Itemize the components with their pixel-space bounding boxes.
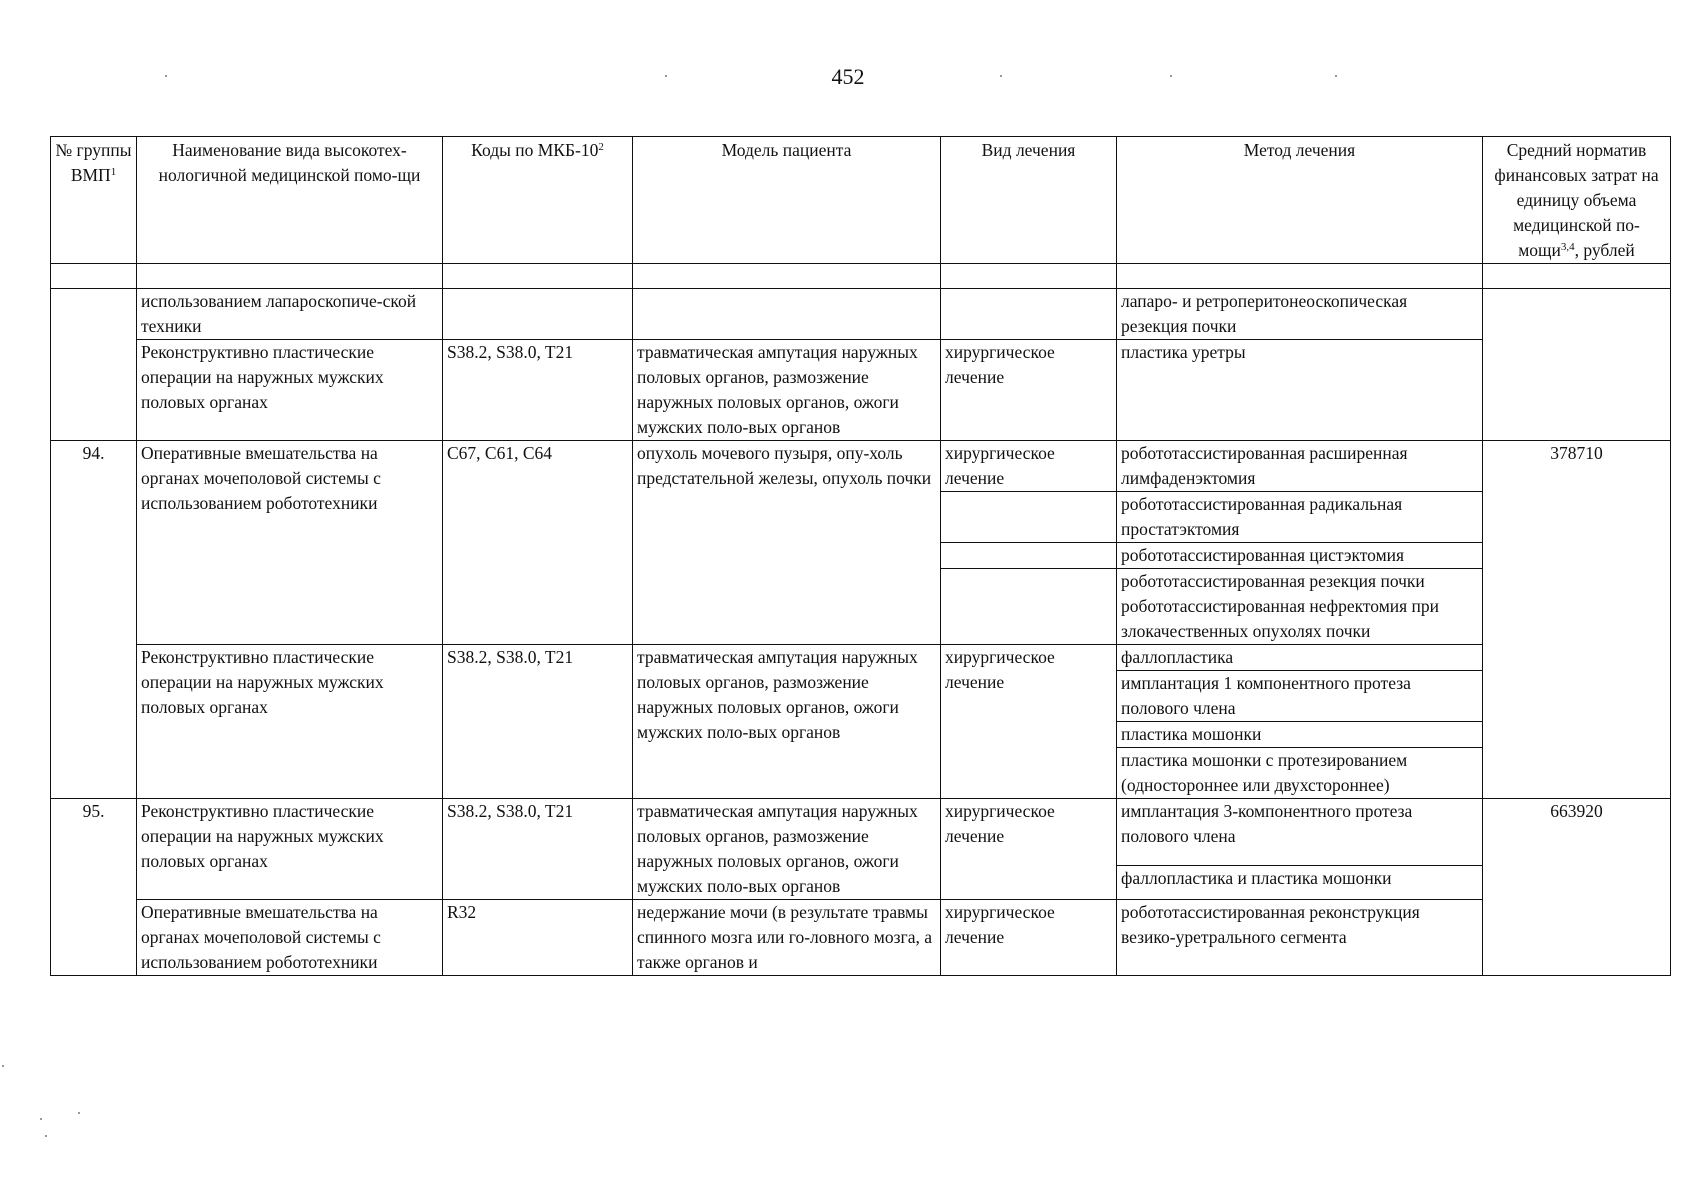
scan-speck [1335,75,1337,77]
table-row [51,441,1671,492]
treatment-cell [941,492,1117,543]
header-method: Метод лечения [1117,137,1483,264]
model-cell [633,289,941,340]
codes-cell: S38.2, S38.0, T21 [443,645,633,799]
header-norm: Средний норматив финансовых затрат на единицу объема медицинской по-мощи$^{3,4}$, рублей [1483,137,1671,264]
group-number-cell: 94. [51,441,137,799]
scan-speck [40,1118,42,1120]
header-codes: Коды по МКБ-$10^2$ [443,137,633,264]
treatment-cell: хирургическое лечение [941,799,1117,900]
method-cell: пластика мошонки с протезированием (одностороннее или двухстороннее) [1117,748,1483,799]
model-cell: травматическая ампутация наружных половых органов, размозжение наружных половых органов, ожоги мужских поло-вых органов [633,645,941,799]
scan-speck [45,1135,47,1137]
page-number: 452 [831,64,865,89]
vmp-name-cell: Реконструктивно пластические операции на наружных мужских половых органах [137,645,443,799]
header-row [51,137,1671,264]
vmp-name-cell: Реконструктивно пластические операции на наружных мужских половых органах [137,340,443,441]
vmp-name-cell: Оперативные вмешательства на органах мочеполовой системы с использованием робототехники [137,441,443,645]
scan-speck [665,75,667,77]
scan-speck [78,1112,80,1114]
treatment-cell: хирургическое лечение [941,900,1117,976]
table-row [51,340,1671,441]
method-cell: фаллопластика и пластика мошонки [1117,865,1483,899]
scan-speck [1170,75,1172,77]
codes-cell [443,289,633,340]
table-row [51,799,1671,866]
header-name: Наименование вида высокотех-нологичной медицинской помо-щи [137,137,443,264]
vmp-name-cell: Реконструктивно пластические операции на наружных мужских половых органах [137,799,443,900]
norm-cell [1483,289,1671,441]
treatment-cell [941,569,1117,645]
vmp-table [50,136,1671,976]
method-cell: робототассистированная резекция почки робототассистированная нефректомия при злокачественных опухолях почки [1117,569,1483,645]
model-cell: травматическая ампутация наружных половых органов, размозжение наружных половых органов, ожоги мужских поло-вых органов [633,799,941,900]
treatment-cell: хирургическое лечение [941,645,1117,799]
codes-cell: R32 [443,900,633,976]
model-cell: опухоль мочевого пузыря, опу-холь предстательной железы, опухоль почки [633,441,941,645]
method-cell: лапаро- и ретроперитонеоскопическая резекция почки [1117,289,1483,340]
method-cell: пластика мошонки [1117,722,1483,748]
method-cell: робототассистированная расширенная лимфаденэктомия [1117,441,1483,492]
method-cell: фаллопластика [1117,645,1483,671]
group-number-cell: 95. [51,799,137,976]
codes-cell: C67, C61, C64 [443,441,633,645]
scan-speck [165,75,167,77]
model-cell: недержание мочи (в результате травмы спинного мозга или го-ловного мозга, а также органов и [633,900,941,976]
treatment-cell: хирургическое лечение [941,441,1117,492]
treatment-cell [941,289,1117,340]
vmp-name-cell: использованием лапароскопиче-ской техники [137,289,443,340]
norm-cell: 378710 [1483,441,1671,799]
codes-cell: S38.2, S38.0, T21 [443,799,633,900]
method-cell: робототассистированная цистэктомия [1117,543,1483,569]
model-cell: травматическая ампутация наружных половых органов, размозжение наружных половых органов, ожоги мужских поло-вых органов [633,340,941,441]
method-cell: робототассистированная радикальная простатэктомия [1117,492,1483,543]
method-cell: имплантация 1 компонентного протеза полового члена [1117,671,1483,722]
scan-speck [1000,75,1002,77]
header-group-no: № группы ВМП$^1$ [51,137,137,264]
method-cell: робототассистированная реконструкция везико-уретрального сегмента [1117,900,1483,976]
header-treatment-type: Вид лечения [941,137,1117,264]
method-cell: имплантация 3-компонентного протеза полового члена [1117,799,1483,866]
scan-speck [2,1065,4,1067]
vmp-name-cell: Оперативные вмешательства на органах мочеполовой системы с использованием робототехники [137,900,443,976]
header-spacer-row [51,264,1671,289]
group-number-cell [51,289,137,441]
codes-cell: S38.2, S38.0, T21 [443,340,633,441]
treatment-cell [941,543,1117,569]
treatment-cell: хирургическое лечение [941,340,1117,441]
table-row [51,289,1671,340]
method-cell: пластика уретры [1117,340,1483,441]
norm-cell: 663920 [1483,799,1671,976]
table-row [51,645,1671,671]
table-row [51,900,1671,976]
header-model: Модель пациента [633,137,941,264]
